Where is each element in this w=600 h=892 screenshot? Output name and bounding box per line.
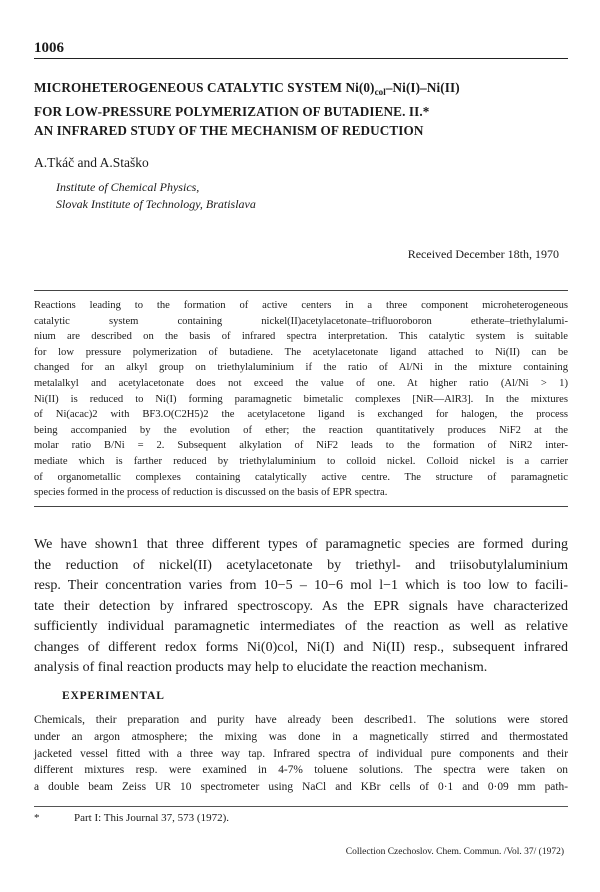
experimental-line: a double beam Zeiss UR 10 spectrometer using NaCl and KBr cells of 0·1 and 0·09 mm path- [34, 781, 568, 794]
abstract-line: species formed in the process of reduction is discussed on the basis of EPR spectra. [34, 487, 388, 499]
body-line: resp. Their concentration varies from 10−5 – 10−6 mol l−1 which is too low to facili- [34, 578, 568, 593]
abstract-top-rule [34, 290, 568, 291]
title-line-1: MICROHETEROGENEOUS CATALYTIC SYSTEM $Ni(0)_{col}-Ni(I)-Ni(II)$ [34, 80, 460, 97]
header-rule [34, 58, 568, 59]
received-date: Received December 18th, 1970 [407, 247, 559, 261]
abstract [34, 298, 568, 501]
experimental-line: under an argon atmosphere; the mixing was done in a magnetically stirred and thermostated [34, 730, 568, 743]
abstract-line: molar ratio B/Ni = 2. Subsequent alkylation of NiF2 leads to the formation of NiR2 inter- [34, 440, 568, 452]
affiliation: Institute of Chemical Physics, Slovak Institute of Technology, Bratislava [56, 180, 256, 211]
abstract-bottom-rule [34, 506, 568, 507]
experimental-line: different mixtures resp. were examined in 4-7% toluene solutions. The spectra were taken on [34, 764, 568, 777]
body-text [34, 535, 568, 679]
body-line: tate their detection by infrared spectroscopy. As the EPR signals have characterized [34, 598, 568, 614]
abstract-line: being accompanied by the evolution of ether; the reaction quantitatively produces NiF2 at the [34, 424, 568, 436]
abstract-line: of Ni(acac)2 with BF3.O(C2H5)2 the acetylacetone ligand is exchanged for halogen, the process [34, 409, 568, 421]
body-line: sufficiently individual paramagnetic intermediates of the reaction as well as relative [34, 619, 568, 634]
title-line-3: AN INFRARED STUDY OF THE MECHANISM OF REDUCTION [34, 123, 424, 138]
abstract-line: changed for an alkyl group on triethylaluminium if the ratio of Al/Ni in the mixture containing [34, 362, 568, 374]
experimental-text [34, 712, 568, 796]
abstract-line: Reactions leading to the formation of active centers in a three component microheterogeneous [34, 300, 568, 311]
author-2: A.Staško [99, 155, 149, 170]
article-title [34, 78, 568, 140]
abstract-line: Ni(II) is reduced to Ni(I) forming paramagnetic bimetalic complexes [NiR—AlR3]. In the mixtures [34, 393, 568, 405]
experimental-line: Chemicals, their preparation and purity have already been described1. The solutions were stored [34, 714, 568, 726]
footnote-text: Part I: This Journal 37, 573 (1972). [74, 812, 230, 824]
journal-footer: Collection Czechoslov. Chem. Commun. /Vol. 37/ (1972) [345, 847, 564, 857]
abstract-line: catalytic system containing nickel(II)acetylacetonate–trifluoroboron etherate–triethylalumi- [34, 315, 568, 327]
abstract-line: mediate which is farther reduced by triethylaluminium to colloid nickel. Colloid nickel is a carrier [34, 455, 568, 467]
footnote-marker: * [34, 812, 40, 824]
abstract-line: nium are described on the basis of infrared spectra interpretation. This catalytic system is suitable [34, 331, 568, 343]
footnote-rule [34, 806, 568, 807]
abstract-line: for low pressure polymerization of butadiene. The acetylacetonate ligand attached to Ni(II) can be [34, 346, 568, 358]
abstract-line: of organometallic complexes containing catalytically active centre. The structure of paramagnetic [34, 471, 568, 483]
author-1: A.Tkáč [34, 155, 75, 170]
body-line: the reduction of nickel(II) acetylacetonate by triethyl- and triisobutylaluminium [34, 557, 568, 573]
body-line: changes of different redox forms Ni(0)col, Ni(I) and Ni(II) resp., subsequent infrared [34, 639, 568, 655]
page-number: 1006 [34, 40, 64, 56]
experimental-line: jacketed vessel fitted with a three way tap. Infrared spectra of individual pure components and their [34, 747, 568, 760]
footnote [34, 812, 229, 824]
body-line: We have shown1 that three different types of paramagnetic species are formed during [34, 537, 568, 552]
authors: A.Tkáč and A.Staško [34, 155, 149, 170]
title-line-2: FOR LOW-PRESSURE POLYMERIZATION OF BUTADIENE. II.* [34, 104, 430, 119]
section-heading-experimental: EXPERIMENTAL [62, 690, 165, 702]
abstract-line: metalalkyl and acetylacetonate does not exceed the value of one. At higher ratio (Al/Ni > 1) [34, 377, 568, 389]
body-line: analysis of final reaction products may help to elucidate the reaction mechanism. [34, 660, 488, 675]
